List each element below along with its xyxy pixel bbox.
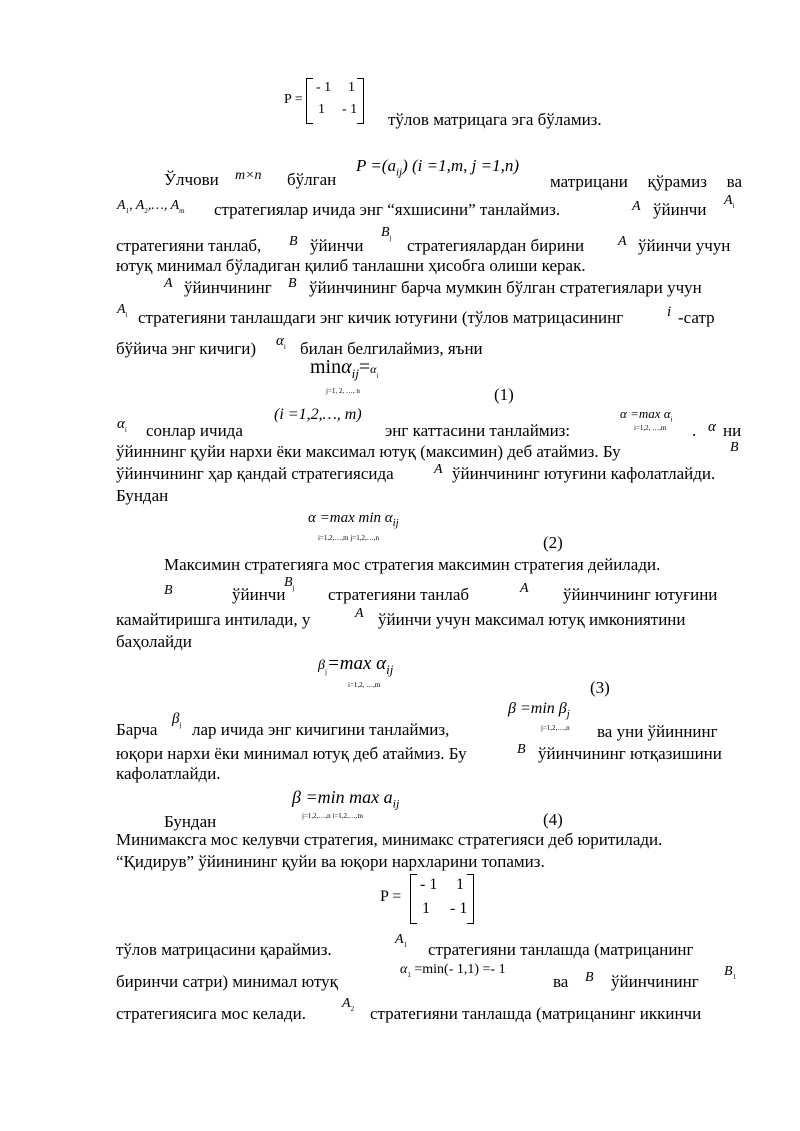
p10-line1a: тўлов матрицасини қараймиз. [116, 940, 332, 959]
p7-formula-B: B [517, 742, 526, 757]
p2-formula-A-list: $A_1$, $A_2,\dots$, $A_m$ [117, 198, 185, 215]
p4-word2: энг каттасини танлаймиз: [385, 421, 571, 440]
p3-formula-B: B [288, 276, 297, 291]
p10-formula-B: B [585, 970, 594, 985]
p10-line2a: биринчи сатри) минимал ютуқ [116, 972, 338, 991]
p3-formula-A: A [164, 276, 173, 291]
p2-formula-mn: m×n [235, 168, 262, 183]
p2-line3d: ўйинчи учун [638, 236, 731, 255]
eq4-under: j=1,2,…,n i=1,2,…,m [302, 812, 363, 820]
p2-line3a: стратегияни танлаб, [116, 236, 262, 255]
p2-formula-Ai: $A_i$ [724, 193, 735, 210]
p2-formula-A: A [632, 199, 641, 214]
eq2-under: i=1,2,…,m j=1,2,…,n [318, 534, 379, 542]
matrix2-r2c2: - 1 [450, 900, 468, 917]
p2-line3c: стратегиялардан бирини [407, 236, 585, 255]
p2-word3: матрицани қўрамиз ва [550, 172, 742, 191]
p3-formula-alpha: $\alpha_i$ [276, 333, 286, 351]
p4-formula-a: α [708, 419, 716, 435]
matrix2-r1c1: - 1 [420, 876, 438, 893]
eq2-formula: α =max $\min \alpha_{ij}$ [308, 510, 399, 529]
p6-line3: баҳолайди [116, 632, 192, 651]
eq1-formula: $\min\alpha_{ij}=\alpha_i$ [310, 356, 379, 381]
p4-formula-under: i=1,2, …,m [634, 424, 667, 432]
matrix1-caption: тўлов матрицага эга бўламиз. [388, 110, 602, 129]
p10-line3a: стратегиясига мос келади. [116, 1004, 306, 1023]
matrix1-r1c1: - 1 [316, 80, 332, 95]
p4-word1: сонлар ичида [146, 421, 243, 440]
p10-line2b: ва [553, 972, 569, 991]
p7-line2a: юқори нархи ёки минимал ютуқ деб атаймиз. Бу [116, 744, 467, 763]
p4-formula-range: (i =1,2,…, m) [274, 406, 362, 423]
p2-formula-P: $P =(a_{ij})$ (i =1,m, j =1,n) [356, 156, 519, 179]
p7-line2b: ўйинчининг ютқазишини [538, 744, 722, 763]
p7-line3: кафолатлайди. [116, 764, 221, 783]
p4-formula-alpha: $\alpha_i$ [117, 416, 127, 434]
p10-formula-B1: $B_1$ [724, 964, 737, 981]
p10-formula-alpha1: $\alpha_1 =\min(-$ 1,1) =- 1 [400, 962, 506, 979]
p10-line3b: стратегияни танлашда (матрицанинг иккинчи [370, 1004, 702, 1023]
matrix1 [306, 78, 364, 124]
p4-word4: ни [723, 421, 742, 440]
p5: Максимин стратегияга мос стратегия максимин стратегия дейилади. [164, 555, 661, 574]
eq1-under: j=1, 2, …, n [326, 387, 360, 395]
p4-word3: . [692, 421, 697, 440]
p7-formula-beta: $\beta_j$ [172, 711, 182, 729]
p10-line1b: стратегияни танлашда (матрицанинг [428, 940, 694, 959]
p6-line2a: камайтиришга интилади, у [116, 610, 311, 629]
eq3-number: (3) [590, 678, 610, 697]
matrix1-lhs: P = [284, 92, 303, 107]
matrix2-r2c1: 1 [422, 900, 430, 917]
p6-line2b: ўйинчи учун максимал ютуқ имкониятини [378, 610, 686, 629]
p3-line1b: ўйинчининг барча мумкин бўлган стратегиялари учун [309, 278, 702, 297]
p3-line1a: ўйинчининг [184, 278, 272, 297]
p6-word1: ўйинчи [232, 585, 286, 604]
p8: Минимаксга мос келувчи стратегия, минимакс стратегияси деб юритилади. [116, 830, 663, 849]
p7-formula-under: j=1,2,…,n [541, 724, 570, 732]
p2-formula-B: B [289, 234, 298, 249]
matrix2-lhs: P = [380, 888, 402, 905]
p2-formula-Bj: $B_j$ [381, 225, 392, 242]
p7-word3: ва уни ўйиннинг [597, 722, 718, 741]
p6-formula-A: A [520, 581, 529, 596]
matrix2-r1c2: 1 [456, 876, 464, 893]
p7-word1: Барча [116, 720, 158, 739]
p4-formula-maxalpha: α =max $\alpha_i$ [620, 406, 673, 424]
p4-line2: ўйиннинг қуйи нархи ёки максимал ютуқ (максимин) деб атаймиз. Бу [116, 442, 621, 461]
p4-line4: Бундан [116, 486, 169, 505]
eq2-number: (2) [543, 533, 563, 552]
p7-formula-minbeta: β =min $\beta_j$ [508, 700, 570, 721]
p9: “Қидирув” ўйинининг қуйи ва юқори нархларини топамиз. [116, 852, 545, 871]
p6-formula-Bj: $B_j$ [284, 575, 295, 592]
p4-line3a: ўйинчининг ҳар қандай стратегиясида [116, 464, 394, 483]
p6-formula-A2: A [355, 606, 364, 621]
p2-word5: ўйинчи [653, 200, 707, 219]
eq3-formula: $\beta_j=\max$ $\alpha_{ij}$ [318, 653, 394, 677]
eq1-number: (1) [494, 385, 514, 404]
p10-formula-A2: $A_2$ [342, 996, 355, 1013]
p10-formula-A1: $A_1$ [395, 932, 408, 949]
p3-line2b: -сатр [678, 308, 715, 327]
p7-word2: лар ичида энг кичигини танлаймиз, [192, 720, 450, 739]
eq4-number: (4) [543, 810, 563, 829]
p4-formula-B: B [730, 440, 739, 455]
p2-formula-A2: A [618, 234, 627, 249]
p3-line2a: стратегияни танлашдаги энг кичик ютуғини (тўлов матрицасининг [138, 308, 624, 327]
p3-formula-i: i [667, 304, 672, 320]
p2-line3b: ўйинчи [310, 236, 364, 255]
p6-word2: стратегияни танлаб [328, 585, 470, 604]
p2-word2: бўлган [287, 170, 337, 189]
eq3-under: i=1,2, …,m [348, 681, 381, 689]
p3-line3a: бўйича энг кичиги) [116, 339, 257, 358]
eq4-pre: Бундан [164, 812, 217, 831]
p10-line2c: ўйинчининг [611, 972, 699, 991]
p3-formula-Ai: $A_i$ [117, 302, 128, 319]
p2-word1: Ўлчови [164, 170, 219, 189]
p3-line3b: билан белгилаймиз, яъни [300, 339, 483, 358]
p2-word4: стратегиялар ичида энг “яхшисини” танлаймиз. [214, 200, 561, 219]
p2-line4: ютуқ минимал бўладиган қилиб танлашни ҳисобга олиши керак. [116, 256, 586, 275]
matrix1-r1c2: 1 [348, 80, 355, 95]
p6-formula-B: B [164, 583, 173, 598]
matrix1-r2c2: - 1 [342, 102, 358, 117]
eq4-formula: β =min $\max a_{ij}$ [292, 787, 400, 811]
p4-formula-A: A [434, 462, 443, 477]
p6-word3: ўйинчининг ютуғини [563, 585, 718, 604]
matrix2 [410, 874, 474, 924]
p4-line3b: ўйинчининг ютуғини кафолатлайди. [452, 464, 716, 483]
matrix1-r2c1: 1 [318, 102, 325, 117]
